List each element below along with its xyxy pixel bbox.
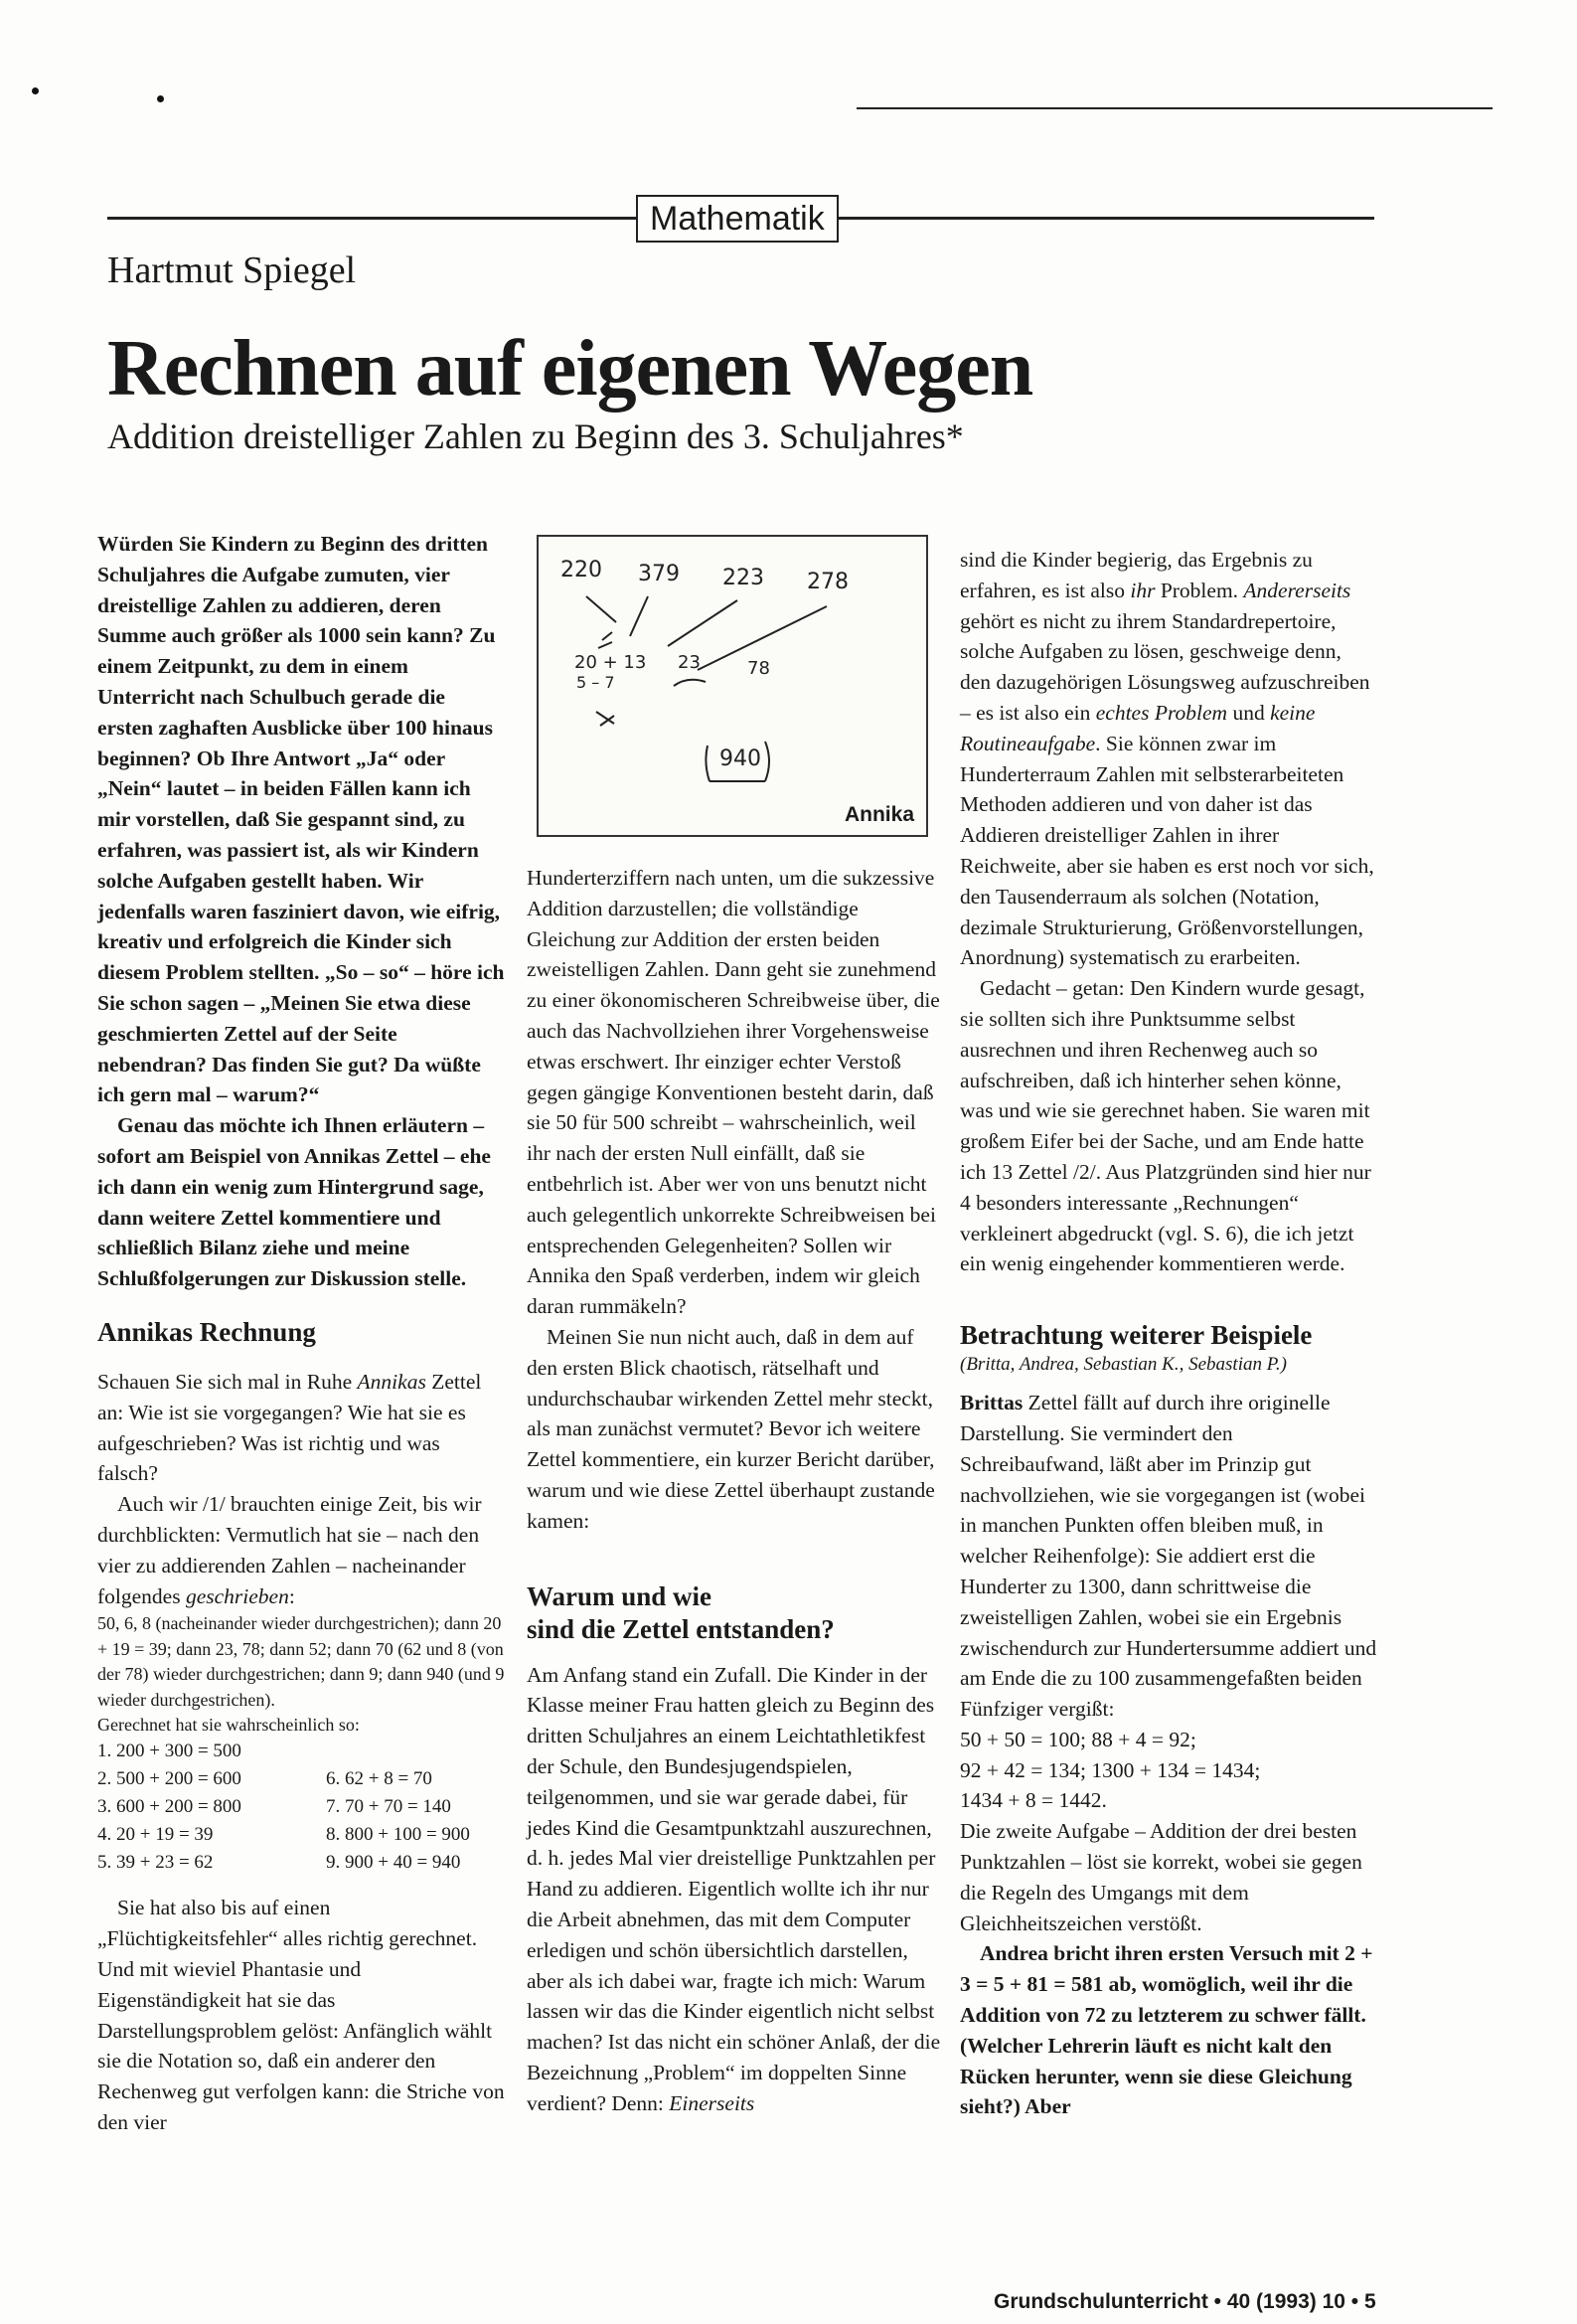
calc-step: 9. 900 + 40 = 940	[326, 1852, 461, 1874]
intro-paragraph-2: Genau das möchte ich Ihnen erläutern – sofort am Beispiel von Annikas Zettel – ehe ich dann ein wenig zum Hintergrund sage, dann weitere Zettel kommentiere und schließlich Bilanz ziehe und meine Schlußfolgerungen zur Diskussion stelle.	[97, 1113, 491, 1291]
author-name: Hartmut Spiegel	[107, 249, 357, 291]
paragraph-calc-intro: Gerechnet hat sie wahrscheinlich so:	[97, 1714, 360, 1735]
calc-step	[326, 1738, 525, 1765]
equation-line: 50 + 50 = 100; 88 + 4 = 92;	[960, 1727, 1196, 1751]
column-1	[97, 529, 505, 2138]
scan-speck	[157, 95, 164, 102]
paragraph: Am Anfang stand ein Zufall. Die Kinder in der Klasse meiner Frau hatten gleich zu Beginn des dritten Schuljahres an einem Leichtathletikfest der Schule, den Bundesjugendspielen, teilgenommen, und sie war gerade dabei, für jedes Kind die Gesamtpunktzahl auszurechnen, d. h. jedes Mal vier dreistellige Punktzahlen per Hand zu addieren. Eigentlich wollte ich ihr nur die Arbeit abnehmen, das mit dem Computer erledigen und schön übersichtlich darstellen, aber als ich dabei war, fragte ich mich: Warum lassen wir das die Kinder eigentlich nicht selbst machen? Ist das nicht ein schöner Anlaß, der die Bezeichnung „Problem“ im doppelten Sinne verdient? Denn: Einerseits	[527, 1662, 941, 2115]
note-scribble: 5 – 7	[576, 673, 615, 692]
section-label: Mathematik	[636, 195, 839, 243]
calc-step: 7. 70 + 70 = 140	[326, 1796, 451, 1818]
paragraph: Auch wir /1/ brauchten einige Zeit, bis wir durchblickten: Vermutlich hat sie – nach den vier zu addierenden Zahlen – nacheinander folgendes geschrieben:	[97, 1492, 482, 1608]
note-equation: 20 + 13	[574, 652, 647, 673]
note-number: 379	[638, 562, 680, 586]
note-number: 278	[807, 570, 849, 594]
note-number: 23	[678, 652, 701, 673]
column-2	[527, 863, 944, 2118]
paragraph: Sie hat also bis auf einen „Flüchtigkeitsfehler“ alles richtig gerechnet. Und mit wieviel Phantasie und Eigenständigkeit hat sie das Darstellungsproblem gelöst: Anfänglich wählt sie die Notation so, daß ein anderer den Rechenweg gut verfolgen kann: die Striche von den vier	[97, 1896, 505, 2134]
article-title: Rechnen auf eigenen Wegen	[107, 325, 1033, 413]
figure-caption: Annika	[844, 803, 914, 826]
heading-byline: (Britta, Andrea, Sebastian K., Sebastian P.)	[960, 1354, 1287, 1376]
calc-step: 4. 20 + 19 = 39	[97, 1824, 214, 1846]
article-subtitle: Addition dreistelliger Zahlen zu Beginn des 3. Schuljahres*	[107, 416, 964, 456]
paragraph: Meinen Sie nun nicht auch, daß in dem auf den ersten Blick chaotisch, rätselhaft und undurchschaubar wirkenden Zettel mehr steckt, als man zunächst vermutet? Bevor ich weitere Zettel kommentiere, ein kurzer Bericht darüber, warum und wie diese Zettel überhaupt zustande kamen:	[527, 1324, 935, 1533]
note-stroke	[630, 596, 648, 636]
heading-warum-und-wie: Warum und wie sind die Zettel entstanden?	[527, 1580, 835, 1644]
page-footer: Grundschulunterricht • 40 (1993) 10 • 5	[994, 2290, 1376, 2313]
paragraph: Schauen Sie sich mal in Ruhe Annikas Zettel an: Wie ist sie vorgegangen? Wie hat sie es aufgeschrieben? Was ist richtig und was falsch?	[97, 1369, 482, 1486]
equation-line: 92 + 42 = 134; 1300 + 134 = 1434;	[960, 1757, 1261, 1782]
calc-step: 5. 39 + 23 = 62	[97, 1852, 214, 1874]
paragraph: sind die Kinder begierig, das Ergebnis zu erfahren, es ist also ihr Problem. Andererseits gehört es nicht zu ihrem Standardrepertoire, solche Aufgaben zu lösen, geschweige denn, den dazugehörigen Lösungsweg aufzuschreiben – es ist also ein echtes Problem und keine Routineaufgabe. Sie können zwar im Hunderterraum Zahlen mit selbsterarbeiteten Methoden addieren und von daher ist das Addieren dreistelliger Zahlen in ihrer Reichweite, aber sie haben es erst noch vor sich, den Tausenderraum als solchen (Notation, dezimale Strukturierung, Größenvorstellungen, Anordnung) systematisch zu erarbeiten.	[960, 548, 1374, 970]
paragraph: Die zweite Aufgabe – Addition der drei besten Punktzahlen – löst sie korrekt, wobei sie gegen die Regeln des Umgangs mit dem Gleichheitszeichen verstößt.	[960, 1819, 1362, 1935]
column-3	[960, 545, 1377, 2122]
scan-speck	[32, 87, 39, 94]
calc-step: 6. 62 + 8 = 70	[326, 1768, 432, 1790]
calculation-list	[97, 1738, 505, 1877]
handwritten-note	[539, 537, 926, 835]
paragraph: Gedacht – getan: Den Kindern wurde gesagt, sie sollten sich ihre Punktsumme selbst ausrechnen und ihren Rechenweg auch so aufschreiben, daß ich hinterher sehen könne, was und wie sie gerechnet haben. Sie waren mit großem Eifer bei der Sache, und am Ende hatte ich 13 Zettel /2/. Aus Platzgründen sind hier nur 4 besonders interessante „Rechnungen“ verkleinert abgedruckt (vgl. S. 6), die ich jetzt ein wenig eingehender kommentieren werde.	[960, 976, 1371, 1276]
calc-step: 1. 200 + 300 = 500	[97, 1741, 241, 1762]
paragraph: Hunderterziffern nach unten, um die sukzessive Addition darzustellen; die vollständige Gleichung zur Addition der ersten beiden zweistelligen Zahlen. Dann geht sie zunehmend zu einer ökonomischeren Schreibweise über, die auch das Nachvollziehen ihrer Vorgehensweise etwas erschwert. Ihr einziger echter Verstoß gegen gängige Konventionen besteht darin, daß sie 50 für 500 schreibt – wahrscheinlich, weil ihr nach der ersten Null einfällt, daß sie entbehrlich ist. Aber wer von uns benutzt nicht auch gelegentlich unkorrekte Schreibweisen bei entsprechenden Gelegenheiten? Sollen wir Annika den Spaß verderben, indem wir gleich daran rummäkeln?	[527, 866, 940, 1319]
note-result: 940	[719, 747, 761, 771]
calc-step: 2. 500 + 200 = 600	[97, 1768, 241, 1790]
note-stroke	[586, 596, 616, 622]
note-stroke	[668, 600, 737, 646]
note-number: 78	[747, 658, 770, 679]
paragraph-notes: 50, 6, 8 (nacheinander wieder durchgestrichen); dann 20 + 19 = 39; dann 23, 78; dann 52; dann 70 (62 und 8 (von der 78) wieder durchgestrichen; dann 9; dann 940 (und 9 wieder durchgestrichen).	[97, 1613, 505, 1710]
heading-annikas-rechnung: Annikas Rechnung	[97, 1316, 316, 1347]
calc-step: 8. 800 + 100 = 900	[326, 1824, 470, 1846]
paragraph: Brittas Zettel fällt auf durch ihre originelle Darstellung. Sie vermindert den Schreibaufwand, läßt aber im Prinzip gut nachvollziehen, wie sie vorgegangen ist (wobei in manchen Punkten offen bleiben muß, in welcher Reihenfolge): Sie addiert erst die Hunderter zu 1300, dann schrittweise die zweistelligen Zahlen, wobei sie ein Ergebnis zwischendurch zur Hundertersumme addiert und am Ende die zu 100 zusammengefaßten beiden Fünfziger vergißt:	[960, 1391, 1377, 1722]
equation-line: 1434 + 8 = 1442.	[960, 1788, 1107, 1813]
calc-step: 3. 600 + 200 = 800	[97, 1796, 241, 1818]
note-stroke	[674, 680, 706, 686]
note-number: 220	[560, 558, 602, 582]
scan-edge-line	[857, 107, 1493, 109]
intro-paragraph: Würden Sie Kindern zu Beginn des dritten Schuljahres die Aufgabe zumuten, vier dreistellige Zahlen zu addieren, deren Summe auch größer als 1000 sein kann? Zu einem Zeitpunkt, zu dem in einem Unterricht nach Schulbuch gerade die ersten zaghaften Ausblicke über 100 hinaus beginnen? Ob Ihre Antwort „Ja“ oder „Nein“ lautet – in beiden Fällen kann ich mir vorstellen, daß Sie gespannt sind, zu erfahren, was passiert ist, als wir Kindern solche Aufgaben gestellt haben. Wir jedenfalls waren fasziniert davon, wie eifrig, kreativ und erfolgreich die Kinder sich diesem Problem stellten. „So – so“ – höre ich Sie schon sagen – „Meinen Sie etwa diese geschmierten Zettel auf der Seite nebendran? Das finden Sie gut? Da wüßte ich gern mal – warum?“	[97, 532, 505, 1107]
note-number: 223	[722, 566, 764, 590]
heading-betrachtung: Betrachtung weiterer Beispiele	[960, 1320, 1313, 1351]
paragraph: Andrea bricht ihren ersten Versuch mit 2 + 3 = 5 + 81 = 581 ab, womöglich, weil ihr die Addition von 72 zu letzterem zu schwer fällt. (Welcher Lehrerin läuft es nicht kalt den Rücken herunter, wenn sie diese Gleichung sieht?) Aber	[960, 1941, 1373, 2119]
annika-note-figure	[537, 535, 928, 837]
